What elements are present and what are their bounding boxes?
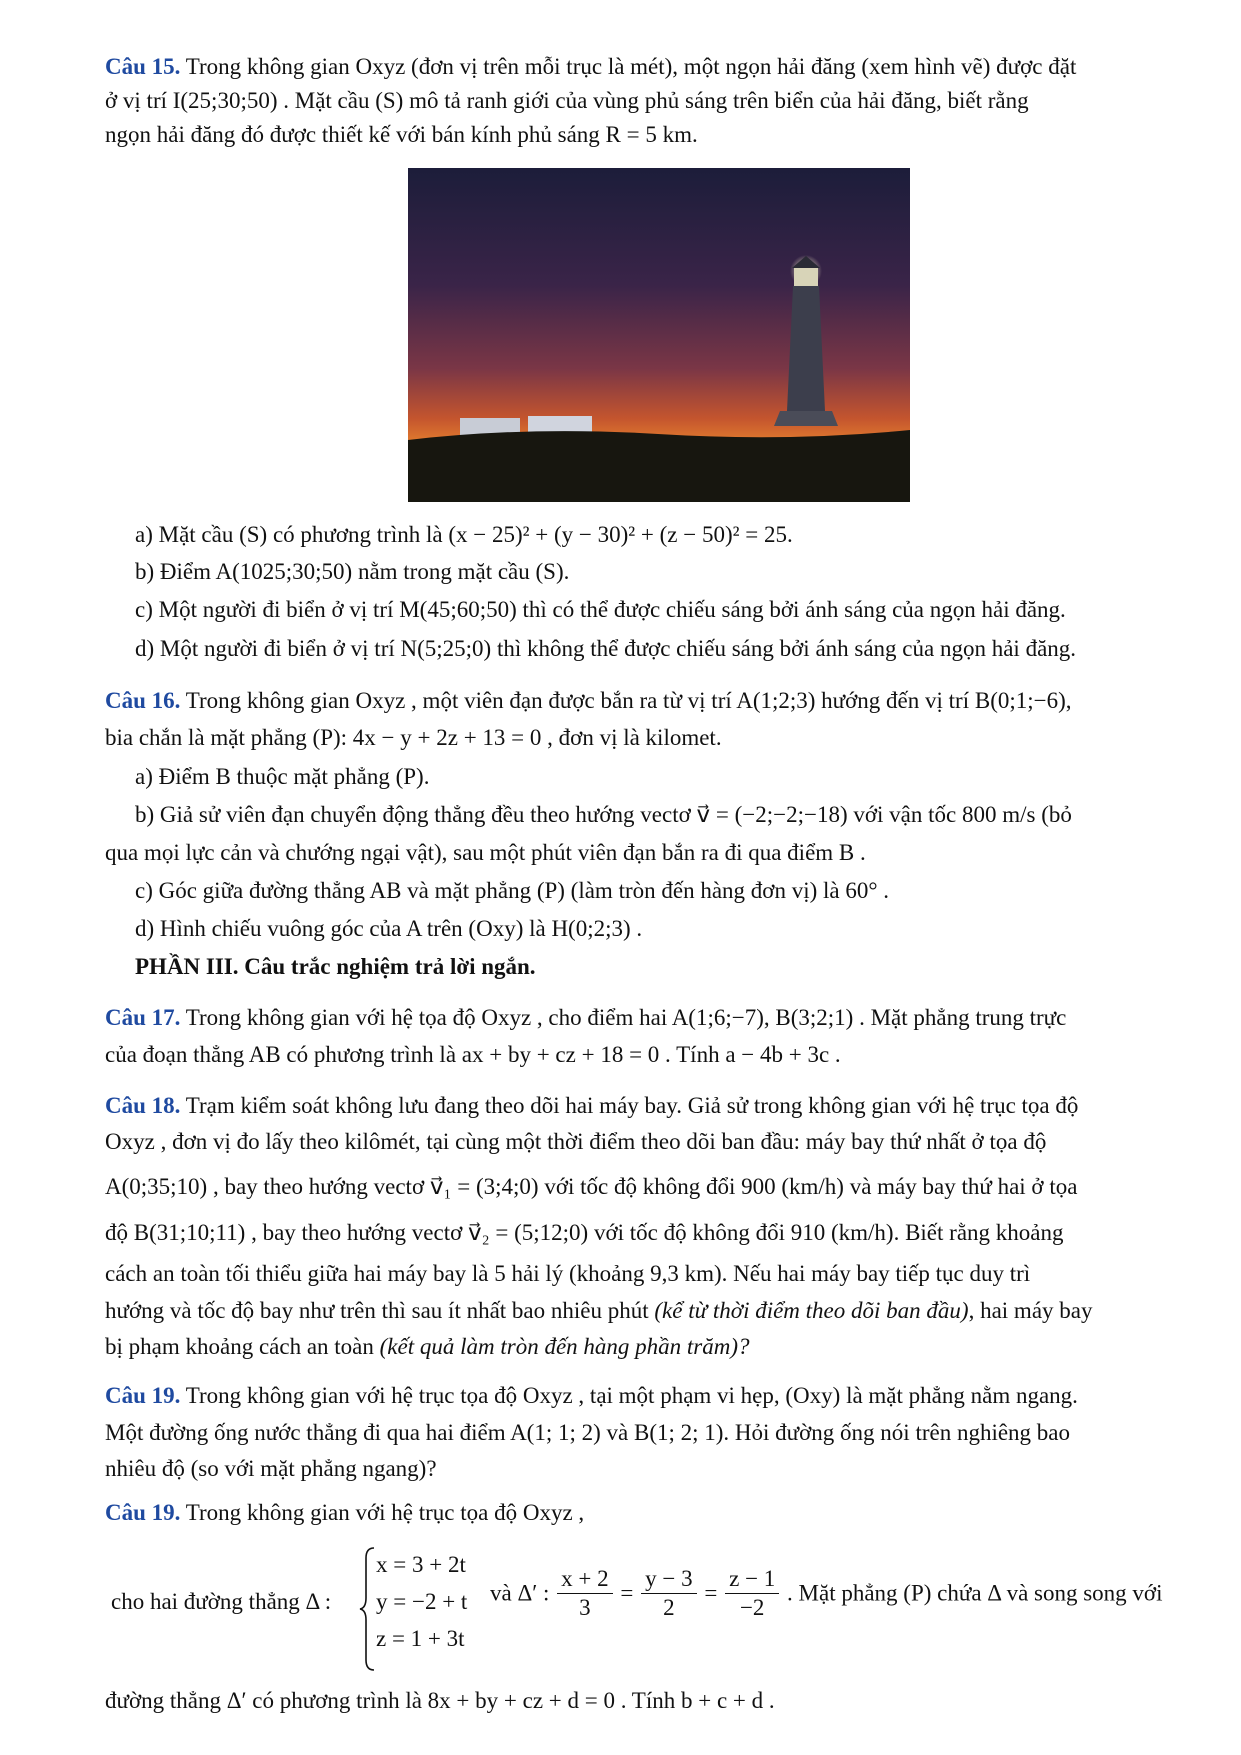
q15-option-c: c) Một người đi biển ở vị trí M(45;60;50) thì có thể được chiếu sáng bởi ánh sáng của ngọn hải đăng. (135, 597, 1066, 622)
lighthouse-image (408, 168, 910, 502)
q17-line2: của đoạn thẳng AB có phương trình là ax + by + cz + 18 = 0 . Tính a − 4b + 3c . (105, 1042, 841, 1067)
q18-line2: Oxyz , đơn vị đo lấy theo kilômét, tại cùng một thời điểm theo dõi ban đầu: máy bay thứ nhất ở tọa độ (105, 1129, 1047, 1154)
q18-line5: cách an toàn tối thiểu giữa hai máy bay là 5 hải lý (khoảng 9,3 km). Nếu hai máy bay tiếp tục duy trì (105, 1261, 1031, 1286)
system-eq3: z = 1 + 3t (376, 1626, 465, 1651)
q15-text1: Trong không gian Oxyz (đơn vị trên mỗi trục là mét), một ngọn hải đăng (xem hình vẽ) được đặt (180, 54, 1077, 79)
system-eq1: x = 3 + 2t (376, 1552, 466, 1577)
q19b-pre: cho hai đường thẳng Δ : (111, 1589, 332, 1614)
q15-option-a: a) Mặt cầu (S) có phương trình là (x − 25)² + (y − 30)² + (z − 50)² = 25. (135, 522, 793, 547)
q19b-mid: và Δ′ : (490, 1580, 550, 1606)
q16-option-a: a) Điểm B thuộc mặt phẳng (P). (135, 764, 430, 789)
frac-z-num: z − 1 (725, 1565, 779, 1594)
fraction-x (557, 1565, 612, 1622)
fraction-z (725, 1565, 779, 1622)
q18-line3: A(0;35;10) , bay theo hướng vectơ v⃗₁ = (3;4;0) với tốc độ không đổi 900 (km/h) và máy bay thứ hai ở tọa (105, 1174, 1078, 1199)
q15-line1 (105, 52, 1181, 82)
system-brace-icon (358, 1544, 378, 1674)
part3-heading: PHẦN III. Câu trắc nghiệm trả lời ngắn. (135, 954, 536, 979)
q19b-post: . Mặt phẳng (P) chứa Δ và song song với (787, 1580, 1163, 1606)
q18-text7a: bị phạm khoảng cách an toàn (105, 1334, 380, 1359)
q15-line3: ngọn hải đăng đó được thiết kế với bán kính phủ sáng R = 5 km. (105, 122, 698, 147)
q16-label: Câu 16. (105, 688, 181, 713)
q19a-line2: Một đường ống nước thẳng đi qua hai điểm A(1; 1; 2) và B(1; 2; 1). Hỏi đường ống nói trên nghiêng bao (105, 1420, 1071, 1445)
q16-option-d: d) Hình chiếu vuông góc của A trên (Oxy) là H(0;2;3) . (135, 916, 643, 941)
q19b-line1 (105, 1498, 1181, 1528)
q18-line4: độ B(31;10;11) , bay theo hướng vectơ v⃗₂ = (5;12;0) với tốc độ không đổi 910 (km/h). Biết rằng khoảng (105, 1220, 1064, 1245)
q16-line2: bia chắn là mặt phẳng (P): 4x − y + 2z + 13 = 0 , đơn vị là kilomet. (105, 725, 722, 750)
q19b-last-line: đường thẳng Δ′ có phương trình là 8x + by + cz + d = 0 . Tính b + c + d . (105, 1688, 775, 1713)
q18-text7b: (kết quả làm tròn đến hàng phần trăm)? (379, 1334, 750, 1359)
q17-line1 (105, 1003, 1181, 1033)
q15-line2: ở vị trí I(25;30;50) . Mặt cầu (S) mô tả ranh giới của vùng phủ sáng trên biển của hải đăng, biết rằng (105, 88, 1029, 113)
q19a-line1 (105, 1381, 1181, 1411)
fraction-y (641, 1565, 696, 1622)
frac-y-num: y − 3 (641, 1565, 696, 1594)
q18-text6c: , hai máy bay (968, 1298, 1093, 1323)
q16-option-b2: qua mọi lực cản và chướng ngại vật), sau một phút viên đạn bắn ra đi qua điểm B . (105, 840, 866, 865)
q16-line1 (105, 686, 1181, 716)
q18-line1 (105, 1091, 1181, 1121)
frac-x-den: 3 (579, 1595, 591, 1620)
q15-option-d: d) Một người đi biển ở vị trí N(5;25;0) thì không thể được chiếu sáng bởi ánh sáng của ngọn hải đăng. (135, 636, 1077, 661)
q19a-text1: Trong không gian với hệ trục tọa độ Oxyz , tại một phạm vi hẹp, (Oxy) là mặt phẳng nằm ngang. (180, 1383, 1078, 1408)
q18-text6a: hướng và tốc độ bay như trên thì sau ít nhất bao nhiêu phút (105, 1298, 655, 1323)
q18-line6 (105, 1296, 1181, 1326)
q17-text1: Trong không gian với hệ tọa độ Oxyz , cho điểm hai A(1;6;−7), B(3;2;1) . Mặt phẳng trung trực (180, 1005, 1067, 1030)
q19a-label: Câu 19. (105, 1383, 181, 1408)
q18-text1: Trạm kiểm soát không lưu đang theo dõi hai máy bay. Giả sử trong không gian với hệ trục tọa độ (180, 1093, 1079, 1118)
q15-option-b: b) Điểm A(1025;30;50) nằm trong mặt cầu (S). (135, 559, 570, 584)
q18-label: Câu 18. (105, 1093, 181, 1118)
system-eq2: y = −2 + t (376, 1589, 468, 1614)
lighthouse-photo (408, 168, 910, 502)
q17-label: Câu 17. (105, 1005, 181, 1030)
q18-line7 (105, 1332, 1181, 1362)
q19b-label: Câu 19. (105, 1500, 181, 1525)
q18-text6b: (kể từ thời điểm theo dõi ban đầu) (654, 1298, 969, 1323)
frac-y-den: 2 (663, 1595, 675, 1620)
q16-option-c: c) Góc giữa đường thẳng AB và mặt phẳng (P) (làm tròn đến hàng đơn vị) là 60° . (135, 878, 890, 903)
q15-label: Câu 15. (105, 54, 181, 79)
q16-text1: Trong không gian Oxyz , một viên đạn được bắn ra từ vị trí A(1;2;3) hướng đến vị trí B(0;1;−6), (180, 688, 1072, 713)
q19b-delta-prime: và Δ′ : $\frac{x + 2}{3}$ = $\frac{y - 3}{2}$ = $\frac{z - 1}{-2}$ . Mặt phẳng (P) chứa Δ và song song với (490, 1566, 1163, 1620)
q16-option-b1: b) Giả sử viên đạn chuyển động thẳng đều theo hướng vectơ v⃗ = (−2;−2;−18) với vận tốc 800 m/s (bỏ (135, 802, 1072, 827)
q19b-text1: Trong không gian với hệ trục tọa độ Oxyz , (180, 1500, 585, 1525)
q19a-line3: nhiêu độ (so với mặt phẳng ngang)? (105, 1456, 437, 1481)
frac-z-den: −2 (739, 1595, 765, 1620)
frac-x-num: x + 2 (557, 1565, 612, 1594)
